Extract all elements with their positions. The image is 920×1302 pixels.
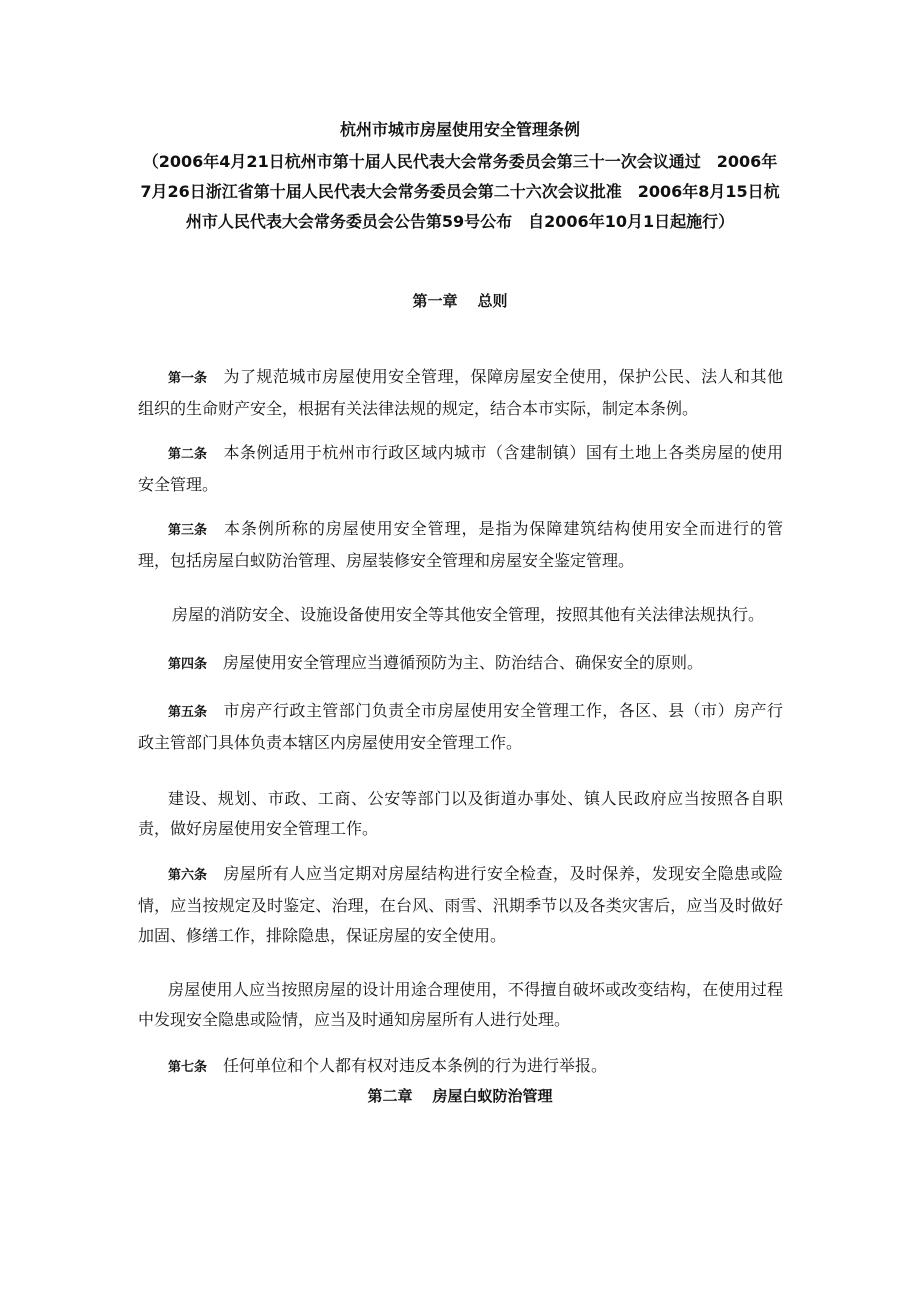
- article-text: 任何单位和个人都有权对违反本条例的行为进行举报。: [223, 1056, 608, 1075]
- article-2: [138, 438, 783, 500]
- article-text: 本条例适用于杭州市行政区域内城市（含建制镇）国有土地上各类房屋的使用安全管理。: [138, 443, 783, 494]
- document-subtitle: （2006年4月21日杭州市第十届人民代表大会常务委员会第三十一次会议通过 2006年7月26日浙江省第十届人民代表大会常务委员会第二十六次会议批准 2006年8月15日杭州市人民代表大会常务委员会公告第59号公布 自2006年10月1日起施行）: [140, 152, 780, 231]
- article-3: [138, 514, 783, 576]
- chapter-2-heading: [0, 1085, 920, 1106]
- chapter-1-number: 第一章: [412, 292, 458, 310]
- article-number: 第三条: [168, 523, 208, 538]
- article-text: 房屋使用安全管理应当遵循预防为主、防治结合、确保安全的原则。: [223, 653, 704, 672]
- article-text: 为了规范城市房屋使用安全管理，保障房屋安全使用，保护公民、法人和其他组织的生命财产安全，根据有关法律法规的规定，结合本市实际，制定本条例。: [138, 367, 783, 418]
- document-title: 杭州市城市房屋使用安全管理条例: [339, 120, 580, 139]
- article-number: 第七条: [168, 1060, 208, 1075]
- article-number: 第六条: [168, 868, 208, 883]
- article-number: 第四条: [168, 657, 208, 672]
- article-text: 房屋所有人应当定期对房屋结构进行安全检查，及时保养，发现安全隐患或险情，应当按规定及时鉴定、治理，在台风、雨雪、汛期季节以及各类灾害后，应当及时做好加固、修缮工作，排除隐患，保证房屋的安全使用。: [138, 864, 783, 945]
- article-1: [138, 362, 783, 424]
- article-7: [138, 1051, 783, 1083]
- chapter-2-number: 第二章: [367, 1087, 413, 1105]
- article-4: [138, 648, 783, 680]
- article-number: 第二条: [168, 447, 208, 462]
- article-5: [138, 696, 783, 758]
- article-number: 第五条: [168, 705, 208, 720]
- article-number: 第一条: [168, 371, 208, 386]
- article-text: 本条例所称的房屋使用安全管理，是指为保障建筑结构使用安全而进行的管理，包括房屋白蚁防治管理、房屋装修安全管理和房屋安全鉴定管理。: [138, 519, 783, 570]
- chapter-1-heading: [0, 290, 920, 311]
- chapter-1-name: 总则: [477, 292, 508, 310]
- article-5-paragraph-2: 建设、规划、市政、工商、公安等部门以及街道办事处、镇人民政府应当按照各自职责，做好房屋使用安全管理工作。: [138, 789, 783, 838]
- article-6-paragraph-2: 房屋使用人应当按照房屋的设计用途合理使用，不得擅自破坏或改变结构，在使用过程中发现安全隐患或险情，应当及时通知房屋所有人进行处理。: [138, 980, 783, 1029]
- chapter-2-name: 房屋白蚁防治管理: [432, 1087, 553, 1105]
- article-6: [138, 859, 783, 951]
- article-text: 市房产行政主管部门负责全市房屋使用安全管理工作，各区、县（市）房产行政主管部门具体负责本辖区内房屋使用安全管理工作。: [138, 701, 783, 752]
- article-3-paragraph-2: 房屋的消防安全、设施设备使用安全等其他安全管理，按照其他有关法律法规执行。: [172, 605, 765, 624]
